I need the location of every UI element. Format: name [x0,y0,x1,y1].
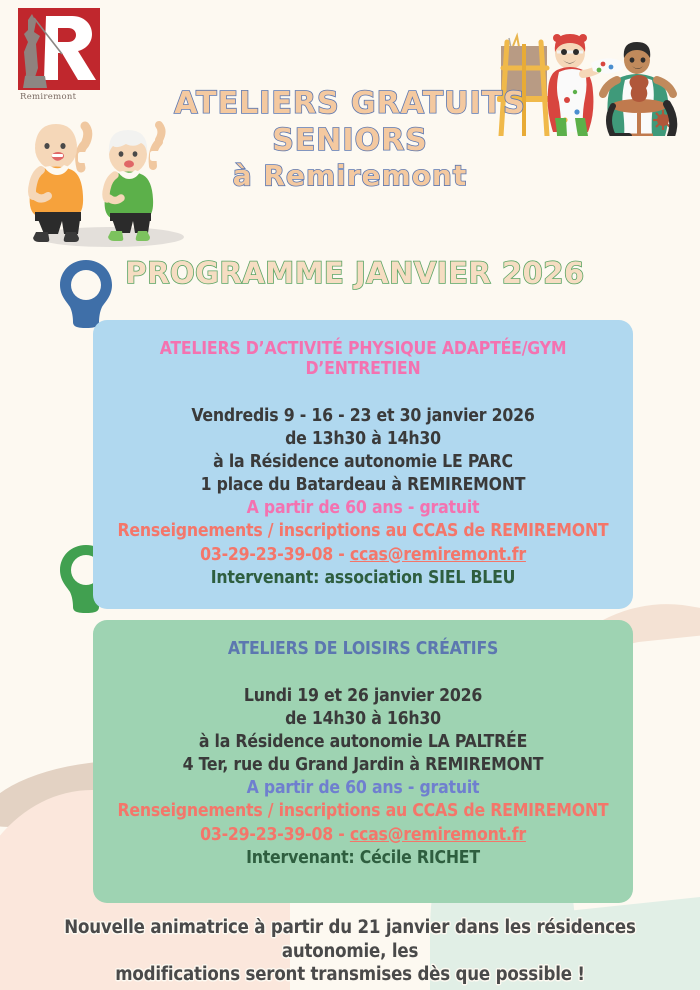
phone-number[interactable]: 03-29-23-39-08 [200,544,333,565]
section-panel-activite-physique [93,320,633,609]
spacer [105,659,621,685]
section-line-eligibility: A partir de 60 ans - gratuit [246,778,480,799]
footer-line-1: Nouvelle animatrice à partir du 21 janvier dans les résidences autonomie, les [64,917,636,962]
section-line-venue: à la Résidence autonomie LE PARC [213,452,513,473]
section-line-hours: de 14h30 à 16h30 [285,709,441,730]
section-line-contact [105,544,621,567]
section-line-hours: de 13h30 à 14h30 [285,429,441,450]
phone-number[interactable]: 03-29-23-39-08 [200,824,333,845]
svg-text:Remiremont: Remiremont [20,92,77,102]
programme-title: PROGRAMME JANVIER 2026 [125,256,585,290]
contact-separator: - [332,824,350,845]
section-line-dates: Vendredis 9 - 16 - 23 et 30 janvier 2026 [191,406,535,426]
page-title [150,86,550,193]
title-line-1: ATELIERS GRATUITS [174,86,526,121]
contact-separator: - [332,544,350,565]
section-line-info: Renseignements / inscriptions au CCAS de REMIREMONT [117,801,609,822]
remiremont-logo [8,6,110,104]
email-link[interactable]: ccas@remiremont.fr [349,544,526,565]
email-link[interactable]: ccas@remiremont.fr [349,824,526,845]
title-line-2: SENIORS [272,122,428,158]
section-line-venue: à la Résidence autonomie LA PALTRÉE [198,732,528,753]
section-heading-activite-physique: ATELIERS D’ACTIVITÉ PHYSIQUE ADAPTÉE/GYM D’ENTRETIEN [159,339,567,379]
section-line-address: 1 place du Batardeau à REMIREMONT [200,475,526,496]
spacer [105,379,621,405]
section-line-intervenant: Intervenant: Cécile RICHET [246,847,480,868]
section-line-address: 4 Ter, rue du Grand Jardin à REMIREMONT [182,755,544,776]
section-line-eligibility: A partir de 60 ans - gratuit [246,498,480,519]
footer-line-2: modifications seront transmises dès que possible ! [115,964,585,986]
section-line-dates: Lundi 19 et 26 janvier 2026 [243,686,483,706]
section-heading-loisirs-creatifs: ATELIERS DE LOISIRS CRÉATIFS [227,639,499,659]
section-panel-loisirs-creatifs [93,620,633,903]
title-line-3: à Remiremont [232,159,468,193]
footer-note [20,916,680,987]
section-line-intervenant: Intervenant: association SIEL BLEU [210,567,516,588]
section-line-contact [105,824,621,847]
section-line-info: Renseignements / inscriptions au CCAS de REMIREMONT [117,521,609,542]
